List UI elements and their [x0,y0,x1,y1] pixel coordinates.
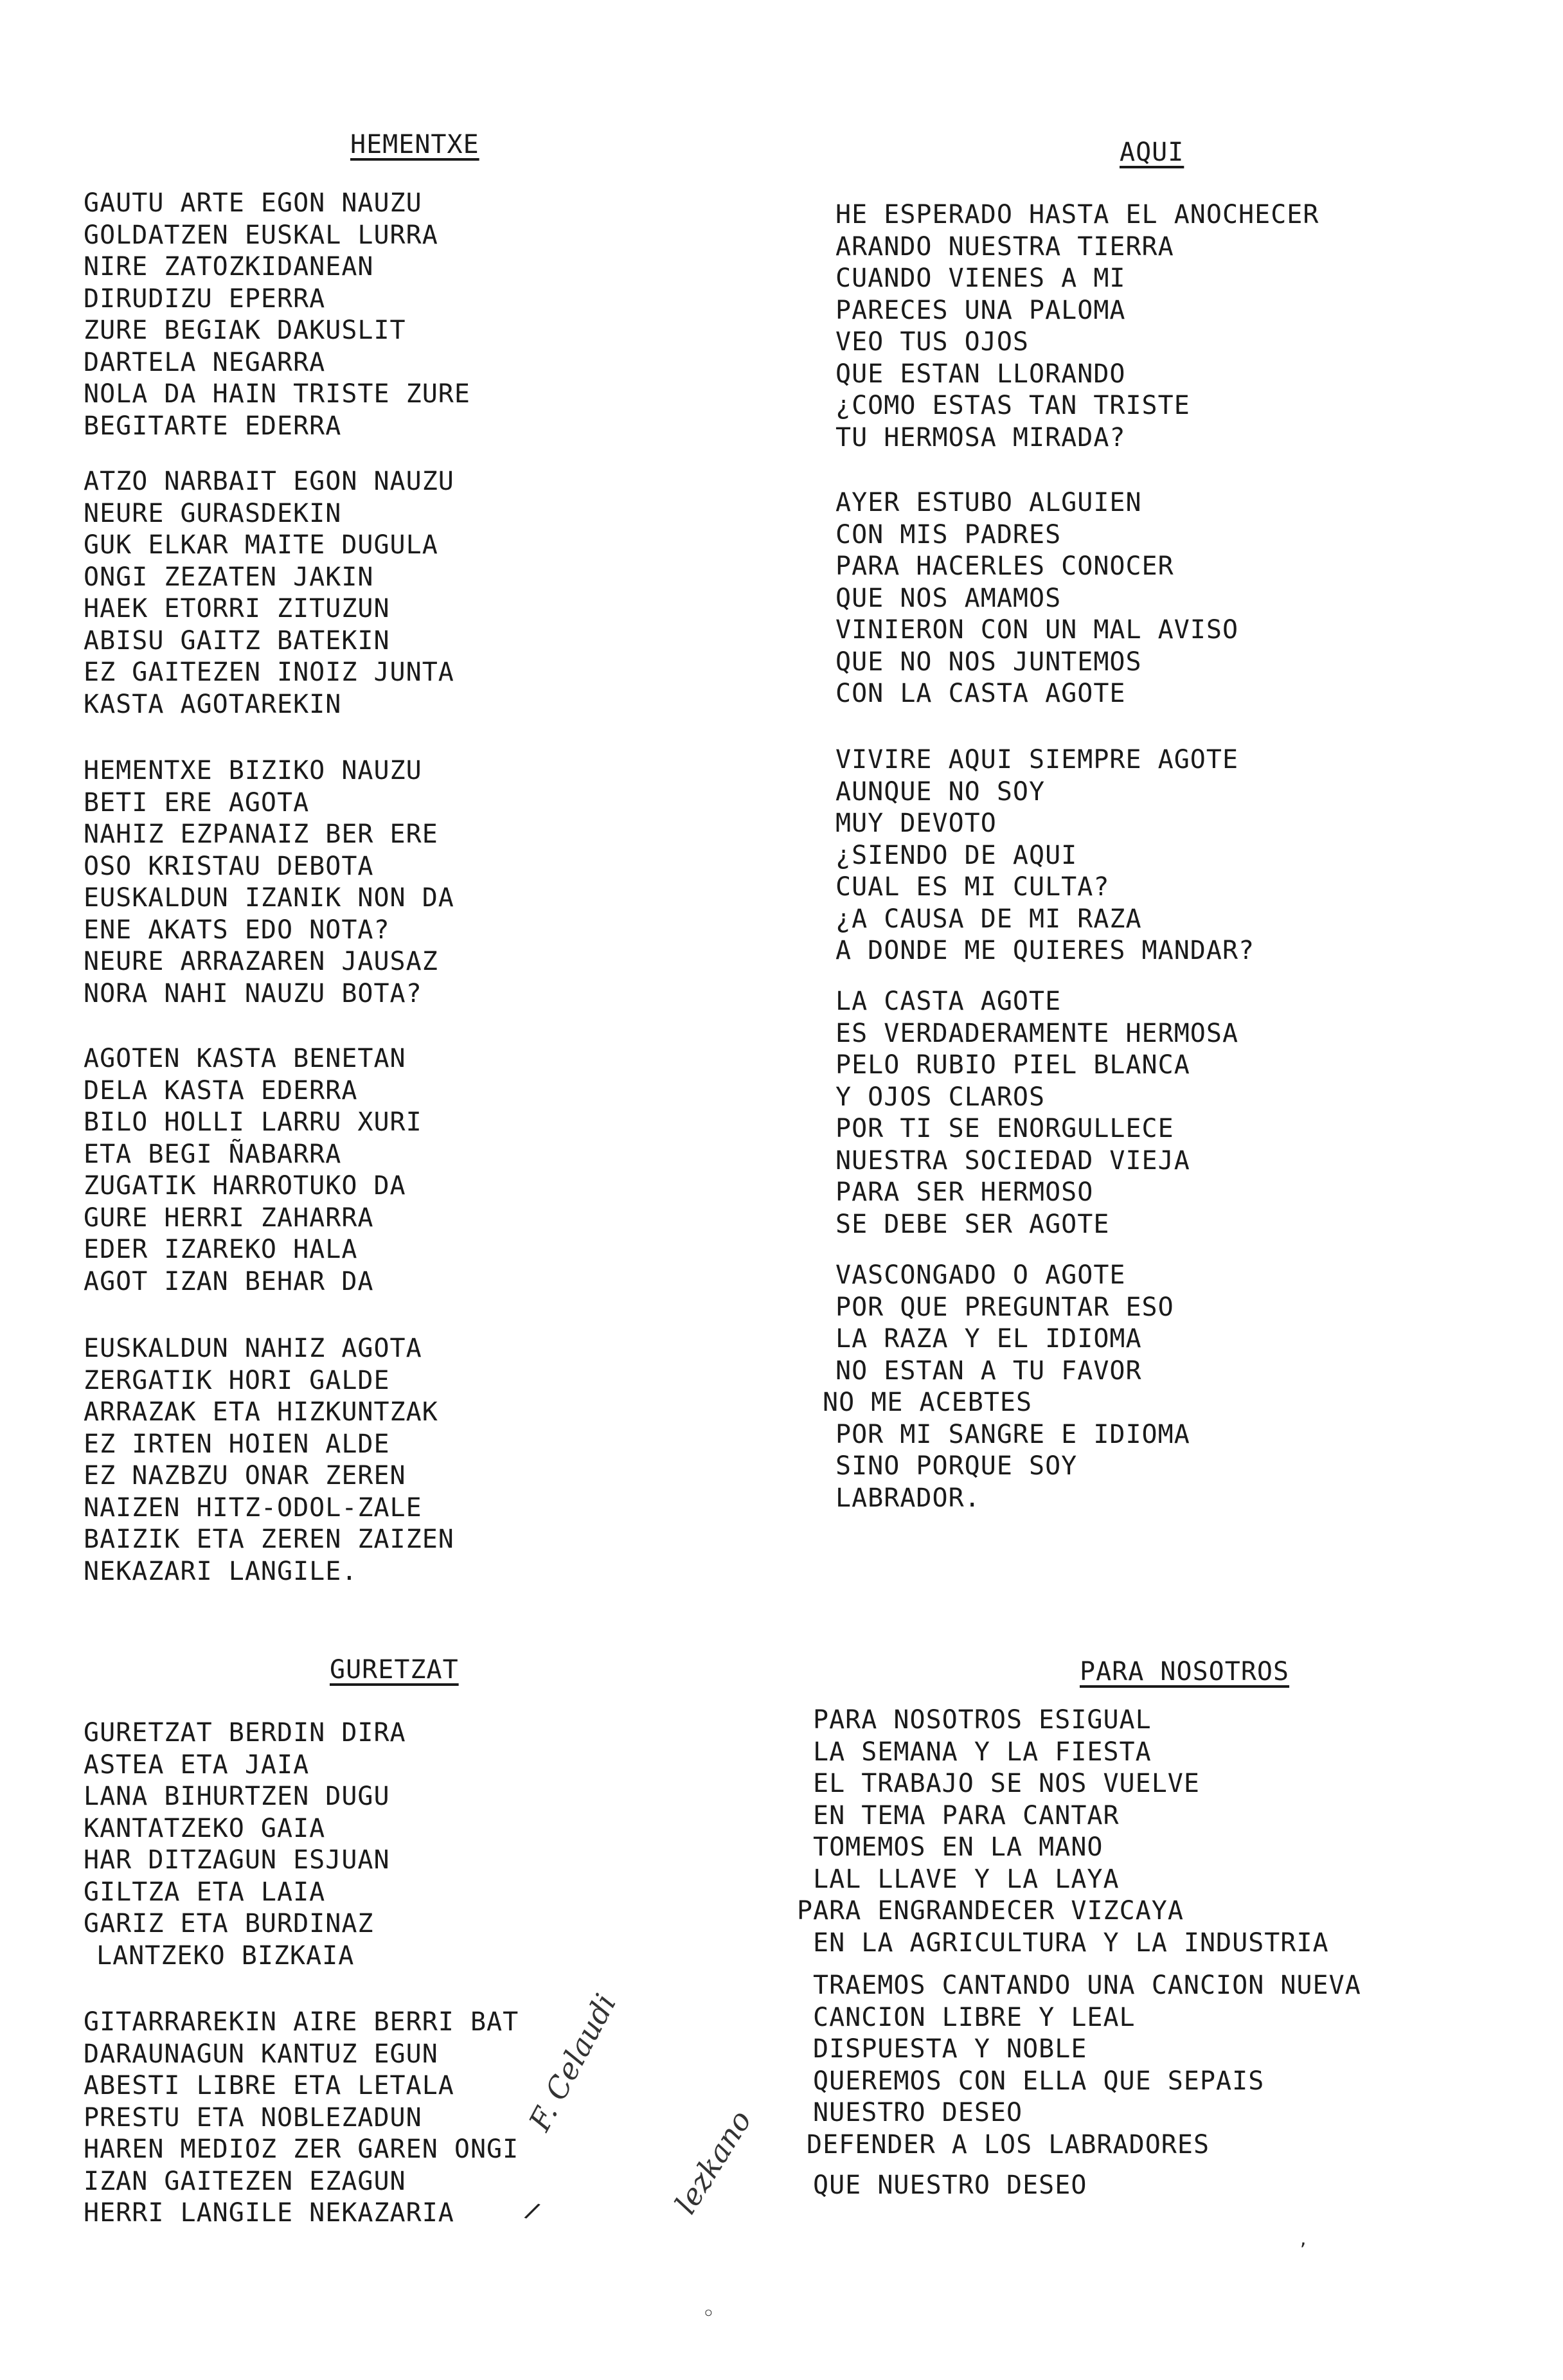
poem-line: QUE ESTAN LLORANDO [835,359,1126,389]
poem-line: BETI ERE AGOTA [84,787,310,818]
poem-line: GILTZA ETA LAIA [84,1877,326,1907]
aqui-stanza-2 [835,487,1238,710]
poem-line: ZERGATIK HORI GALDE [84,1365,390,1395]
hementxe-title: HEMENTXE [350,130,479,159]
poem-line: CUAL ES MI CULTA? [835,872,1110,902]
poem-line: CANCION LIBRE Y LEAL [813,2002,1136,2032]
hementxe-stanza-5 [84,1333,454,1588]
poem-line: ABISU GAITZ BATEKIN [84,625,390,656]
poem-line: PELO RUBIO PIEL BLANCA [835,1050,1190,1080]
poem-line: VASCONGADO O AGOTE [835,1260,1126,1290]
poem-line: CON MIS PADRES [835,519,1062,550]
poem-line: DELA KASTA EDERRA [84,1075,358,1105]
poem-line: HAEK ETORRI ZITUZUN [84,594,390,623]
poem-line: EN LA AGRICULTURA Y LA INDUSTRIA [813,1928,1329,1958]
handwritten-signature-right: lezkano [668,2104,758,2220]
poem-line: DARTELA NEGARRA [84,347,326,377]
poem-line: PARA HACERLES CONOCER [835,551,1174,581]
ink-mark-dot: ◦ [702,2301,715,2327]
poem-line: TU HERMOSA MIRADA? [835,422,1126,452]
poem-line: ¿SIENDO DE AQUI [835,840,1078,870]
poem-line: PARECES UNA PALOMA [835,295,1126,325]
poem-line: BILO HOLLI LARRU XURI [84,1107,422,1137]
poem-line: EZ NAZBZU ONAR ZEREN [84,1461,406,1490]
poem-line: NEURE GURASDEKIN [84,498,342,528]
poem-line: LA RAZA Y EL IDIOMA [835,1324,1142,1354]
poem-line: ES VERDADERAMENTE HERMOSA [835,1018,1239,1048]
guretzat-stanza-2 [84,2007,519,2230]
poem-line: HAR DITZAGUN ESJUAN [84,1845,390,1875]
aqui-title: AQUI [1120,138,1184,167]
guretzat-stanza-1 [84,1717,406,1972]
poem-line: POR QUE PREGUNTAR ESO [835,1292,1174,1322]
poem-line: NUESTRO DESEO [813,2098,1023,2127]
aqui-stanza-4 [835,986,1238,1240]
poem-line: BEGITARTE EDERRA [84,411,342,441]
poem-line: QUE NO NOS JUNTEMOS [835,647,1142,677]
poem-line: NO ME ACEBTES [823,1388,1033,1417]
poem-line: DARAUNAGUN KANTUZ EGUN [84,2039,438,2069]
handwritten-signature-left: F. Celaudi [522,1988,623,2136]
poem-line: QUE NUESTRO DESEO [813,2170,1087,2200]
poem-line: GAUTU ARTE EGON NAUZU [84,188,422,218]
poem-line: KASTA AGOTAREKIN [84,689,342,719]
poem-line: GOLDATZEN EUSKAL LURRA [84,220,438,250]
poem-line: SE DEBE SER AGOTE [835,1209,1110,1239]
poem-line: NORA NAHI NAUZU BOTA? [84,978,422,1008]
hementxe-stanza-2 [84,466,454,720]
poem-line: HE ESPERADO HASTA EL ANOCHECER [835,200,1319,229]
poem-line: HAREN MEDIOZ ZER GAREN ONGI [84,2134,519,2164]
poem-line: NAIZEN HITZ-ODOL-ZALE [84,1492,422,1523]
aqui-stanza-1 [835,199,1319,454]
poem-line: SINO PORQUE SOY [835,1451,1078,1481]
poem-line: DEFENDER A LOS LABRADORES [807,2129,1210,2160]
poem-line: NIRE ZATOZKIDANEAN [84,252,374,282]
poem-line: BAIZIK ETA ZEREN ZAIZEN [84,1525,454,1554]
poem-line: ZUGATIK HARROTUKO DA [84,1171,406,1201]
poem-line: ENE AKATS EDO NOTA? [84,915,390,945]
poem-line: NO ESTAN A TU FAVOR [835,1356,1142,1386]
poem-line: EDER IZAREKO HALA [84,1235,358,1264]
poem-line: IZAN GAITEZEN EZAGUN [84,2166,406,2196]
poem-line: EN TEMA PARA CANTAR [813,1800,1120,1830]
poem-line: PRESTU ETA NOBLEZADUN [84,2102,422,2133]
poem-line: TOMEMOS EN LA MANO [813,1832,1103,1862]
poem-line: ¿A CAUSA DE MI RAZA [835,904,1142,934]
poem-line: VIVIRE AQUI SIEMPRE AGOTE [835,745,1239,774]
poem-line: HERRI LANGILE NEKAZARIA [84,2198,454,2228]
para-nosotros-stanza-1 [797,1704,1329,1959]
para-nosotros-title: PARA NOSOTROS [1080,1657,1290,1687]
poem-line: EZ GAITEZEN INOIZ JUNTA [84,658,454,687]
poem-line: POR TI SE ENORGULLECE [835,1114,1174,1143]
poem-line: AGOT IZAN BEHAR DA [84,1266,374,1296]
poem-line: AGOTEN KASTA BENETAN [84,1044,406,1073]
poem-line: POR MI SANGRE E IDIOMA [835,1419,1190,1449]
poem-line: LAL LLAVE Y LA LAYA [813,1864,1120,1894]
ink-mark-slash: / [521,2196,543,2226]
poem-line: GARIZ ETA BURDINAZ [84,1909,374,1938]
poem-line: NEKAZARI LANGILE. [84,1556,358,1586]
poem-line: KANTATZEKO GAIA [84,1813,326,1843]
poem-line: A DONDE ME QUIERES MANDAR? [835,936,1255,965]
poem-line: ETA BEGI ÑABARRA [84,1139,342,1169]
poem-line: VEO TUS OJOS [835,327,1029,357]
poem-line: LANTZEKO BIZKAIA [96,1940,355,1971]
poem-line: TRAEMOS CANTANDO UNA CANCION NUEVA [813,1971,1361,2000]
poem-line: ARRAZAK ETA HIZKUNTZAK [84,1397,438,1427]
poem-line: LABRADOR. [835,1483,981,1513]
poem-line: Y OJOS CLAROS [835,1082,1046,1112]
hementxe-stanza-1 [84,188,470,442]
ink-mark-tick: , [1298,2230,1308,2250]
poem-line: NOLA DA HAIN TRISTE ZURE [84,379,470,409]
poem-line: NEURE ARRAZAREN JAUSAZ [84,947,438,976]
poem-line: HEMENTXE BIZIKO NAUZU [84,756,422,785]
poem-line: ZURE BEGIAK DAKUSLIT [84,316,406,345]
poem-line: QUE NOS AMAMOS [835,583,1062,613]
poem-line: EUSKALDUN NAHIZ AGOTA [84,1334,422,1363]
poem-line: ARANDO NUESTRA TIERRA [835,231,1174,262]
poem-line: AYER ESTUBO ALGUIEN [835,488,1142,517]
poem-line: OSO KRISTAU DEBOTA [84,851,374,881]
poem-line: PARA ENGRANDECER VIZCAYA [797,1896,1184,1926]
poem-line: NUESTRA SOCIEDAD VIEJA [835,1145,1190,1176]
poem-line: LA CASTA AGOTE [835,987,1062,1016]
poem-line: ONGI ZEZATEN JAKIN [84,562,374,592]
poem-line: PARA NOSOTROS ESIGUAL [813,1705,1152,1735]
poem-line: MUY DEVOTO [835,809,997,838]
poem-line: ABESTI LIBRE ETA LETALA [84,2071,454,2100]
poem-line: DIRUDIZU EPERRA [84,283,326,314]
poem-line: GUK ELKAR MAITE DUGULA [84,530,438,560]
poem-line: EZ IRTEN HOIEN ALDE [84,1429,390,1459]
poem-line: ¿COMO ESTAS TAN TRISTE [835,391,1190,420]
para-nosotros-stanza-2 [797,1970,1361,2202]
guretzat-title: GURETZAT [330,1655,459,1685]
aqui-stanza-5 [823,1260,1190,1514]
poem-line: ASTEA ETA JAIA [84,1749,310,1780]
poem-line: AUNQUE NO SOY [835,776,1046,807]
poem-line: VINIERON CON UN MAL AVISO [835,615,1239,645]
poem-line: NAHIZ EZPANAIZ BER ERE [84,819,438,849]
hementxe-stanza-3 [84,755,454,1010]
poem-line: GURE HERRI ZAHARRA [84,1203,374,1233]
poem-line: LA SEMANA Y LA FIESTA [813,1737,1152,1767]
poem-line: DISPUESTA Y NOBLE [813,2034,1087,2064]
poem-line: LANA BIHURTZEN DUGU [84,1782,390,1811]
poem-line: EL TRABAJO SE NOS VUELVE [813,1769,1200,1798]
poem-line: CON LA CASTA AGOTE [835,679,1126,708]
poem-line: PARA SER HERMOSO [835,1177,1094,1207]
poem-line: ATZO NARBAIT EGON NAUZU [84,467,454,496]
poem-line: GURETZAT BERDIN DIRA [84,1718,406,1748]
poem-line: GITARRAREKIN AIRE BERRI BAT [84,2007,519,2037]
poem-line: CUANDO VIENES A MI [835,264,1126,293]
hementxe-stanza-4 [84,1043,422,1298]
poem-line: EUSKALDUN IZANIK NON DA [84,883,454,913]
poem-line: QUEREMOS CON ELLA QUE SEPAIS [813,2066,1265,2096]
aqui-stanza-3 [835,744,1255,967]
